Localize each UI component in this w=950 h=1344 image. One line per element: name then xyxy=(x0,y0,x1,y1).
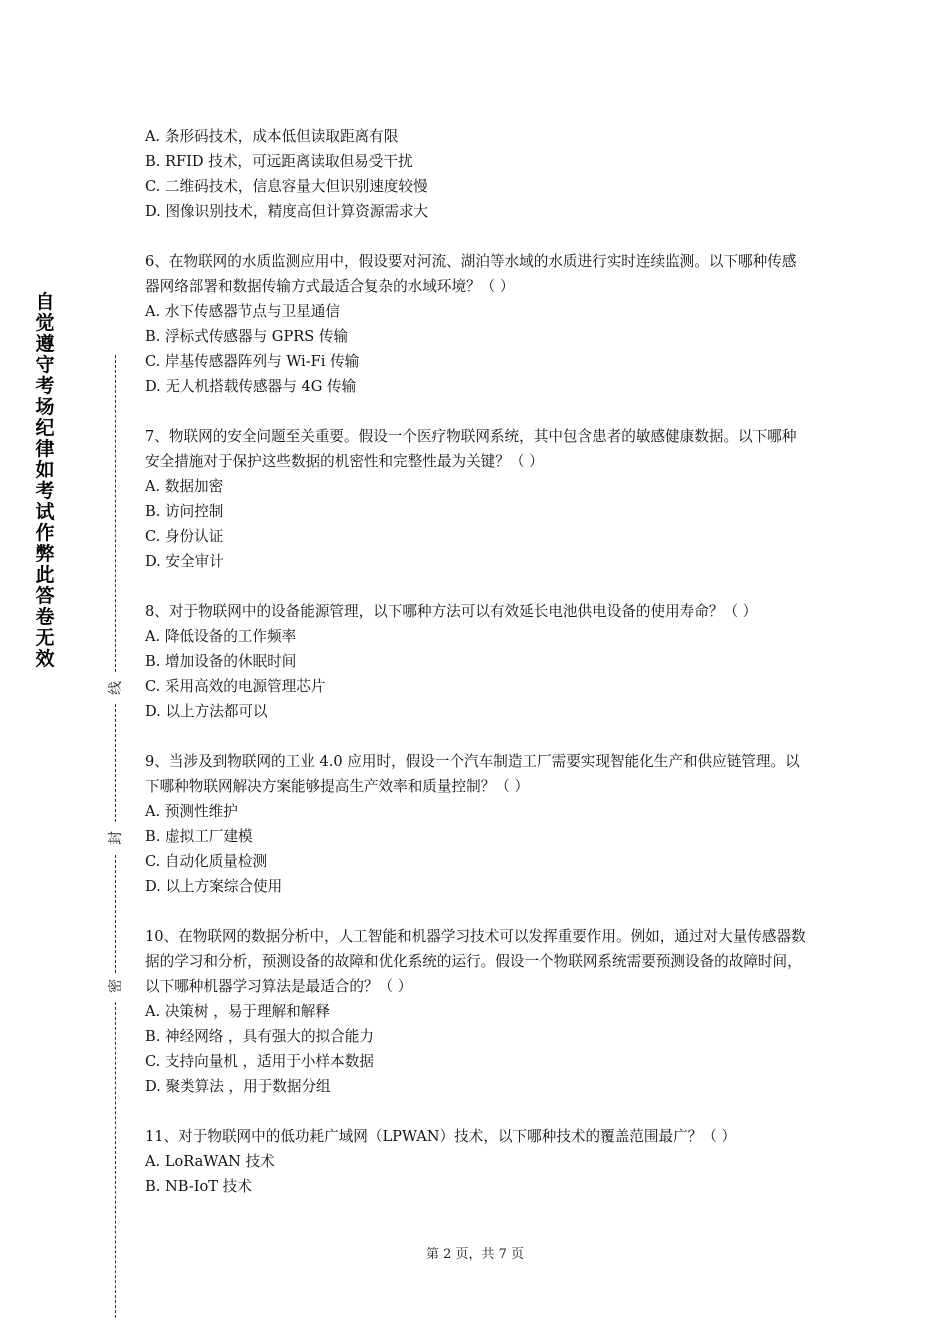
option-a: A. 数据加密 xyxy=(145,478,224,495)
option-a: A. 预测性维护 xyxy=(145,803,238,820)
question-11 xyxy=(145,1124,810,1199)
binding-dashed-line xyxy=(115,855,116,973)
option-d: D. 以上方案综合使用 xyxy=(145,878,283,895)
binding-dashed-line xyxy=(115,355,116,672)
option-a: A. 条形码技术，成本低但读取距离有限 xyxy=(145,128,399,145)
question-stem: 7、物联网的安全问题至关重要。假设一个医疗物联网系统，其中包含患者的敏感健康数据。以下哪种安全措施对于保护这些数据的机密性和完整性最为关键？（ ） xyxy=(145,428,797,470)
question-9 xyxy=(145,749,810,899)
option-b: B. 增加设备的休眠时间 xyxy=(145,653,297,670)
question-stem: 9、当涉及到物联网的工业 4.0 应用时，假设一个汽车制造工厂需要实现智能化生产和供应链管理。以下哪种物联网解决方案能够提高生产效率和质量控制？（ ） xyxy=(145,753,800,795)
exam-discipline-notice: 自觉遵守考场纪律如考试作弊此答卷无效 xyxy=(35,291,55,670)
binding-dashed-line xyxy=(115,1002,116,1318)
question-content xyxy=(145,124,810,1199)
continued-options xyxy=(145,124,810,224)
option-a: A. 决策树 ，易于理解和解释 xyxy=(145,1003,330,1020)
binding-mark-secret: 密 xyxy=(108,976,124,996)
option-b: B. 访问控制 xyxy=(145,503,224,520)
option-c: C. 岸基传感器阵列与 Wi-Fi 传输 xyxy=(145,353,360,370)
option-c: C. 二维码技术，信息容量大但识别速度较慢 xyxy=(145,178,428,195)
question-7 xyxy=(145,424,810,574)
option-c: C. 支持向量机 ，适用于小样本数据 xyxy=(145,1053,374,1070)
option-c: C. 身份认证 xyxy=(145,528,224,545)
question-spacer xyxy=(145,1099,810,1124)
option-d: D. 无人机搭载传感器与 4G 传输 xyxy=(145,378,357,395)
question-stem: 6、在物联网的水质监测应用中，假设要对河流、湖泊等水域的水质进行实时连续监测。以下哪种传感器网络部署和数据传输方式最适合复杂的水域环境？（ ） xyxy=(145,253,797,295)
question-stem: 10、在物联网的数据分析中，人工智能和机器学习技术可以发挥重要作用。例如，通过对大量传感器数据的学习和分析，预测设备的故障和优化系统的运行。假设一个物联网系统需要预测设备的故障时间，以下哪种机器学习算法是最适合的？（ ） xyxy=(145,928,806,995)
option-a: A. 水下传感器节点与卫星通信 xyxy=(145,303,340,320)
option-d: D. 以上方法都可以 xyxy=(145,703,268,720)
question-spacer xyxy=(145,224,810,249)
option-b: B. RFID 技术，可远距离读取但易受干扰 xyxy=(145,153,413,170)
option-b: B. 浮标式传感器与 GPRS 传输 xyxy=(145,328,349,345)
question-6 xyxy=(145,249,810,399)
question-spacer xyxy=(145,899,810,924)
question-stem: 11、对于物联网中的低功耗广域网（LPWAN）技术，以下哪种技术的覆盖范围最广？（ ） xyxy=(145,1128,737,1145)
question-10 xyxy=(145,924,810,1099)
question-spacer xyxy=(145,724,810,749)
option-b: B. 神经网络 ，具有强大的拟合能力 xyxy=(145,1028,374,1045)
option-d: D. 图像识别技术，精度高但计算资源需求大 xyxy=(145,203,429,220)
option-c: C. 采用高效的电源管理芯片 xyxy=(145,678,326,695)
option-a: A. LoRaWAN 技术 xyxy=(145,1153,275,1170)
option-d: D. 聚类算法 ，用于数据分组 xyxy=(145,1078,331,1095)
binding-dashed-line xyxy=(115,704,116,822)
question-spacer xyxy=(145,399,810,424)
question-spacer xyxy=(145,574,810,599)
option-d: D. 安全审计 xyxy=(145,553,224,570)
binding-mark-line: 线 xyxy=(108,678,124,698)
page-number-footer: 第 2 页，共 7 页 xyxy=(425,1247,525,1262)
question-8 xyxy=(145,599,810,724)
option-c: C. 自动化质量检测 xyxy=(145,853,268,870)
option-b: B. NB-IoT 技术 xyxy=(145,1178,252,1195)
question-stem: 8、对于物联网中的设备能源管理，以下哪种方法可以有效延长电池供电设备的使用寿命？（ ） xyxy=(145,603,758,620)
option-b: B. 虚拟工厂建模 xyxy=(145,828,253,845)
option-a: A. 降低设备的工作频率 xyxy=(145,628,297,645)
binding-mark-seal: 封 xyxy=(108,828,124,848)
